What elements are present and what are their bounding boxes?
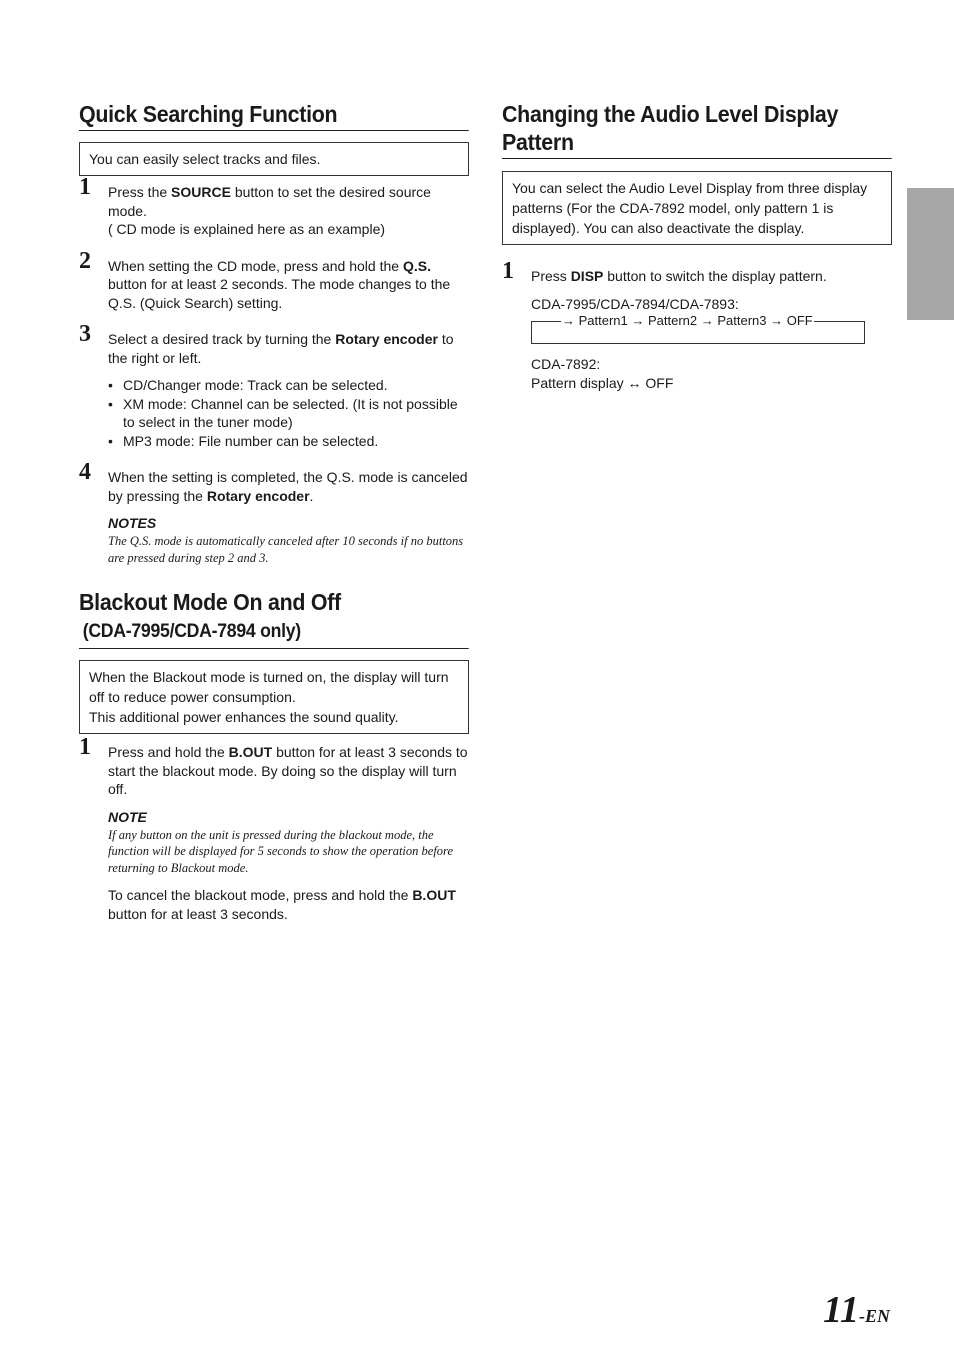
audio-level-heading: Changing the Audio Level Display Pattern bbox=[502, 100, 892, 159]
step-text: Press the bbox=[108, 184, 172, 200]
cancel-instructions bbox=[79, 886, 469, 923]
quick-step-3 bbox=[79, 321, 469, 367]
step-text: to the right or left. bbox=[108, 331, 454, 366]
left-column bbox=[79, 100, 469, 923]
step-text: button for at least 3 seconds to start the blackout mode. By doing so the display will turn off. bbox=[108, 744, 468, 797]
quick-search-intro-box: You can easily select tracks and files. bbox=[79, 142, 469, 176]
blackout-step-1 bbox=[79, 734, 469, 799]
right-column bbox=[502, 100, 892, 392]
step-text: Press and hold the bbox=[108, 744, 229, 760]
blackout-intro-box bbox=[79, 660, 469, 734]
quick-step-1 bbox=[79, 174, 469, 239]
button-name: Q.S. bbox=[402, 257, 431, 274]
list-item: • MP3 mode: File number can be selected. bbox=[108, 432, 469, 451]
para-text: button for at least 3 seconds. bbox=[108, 905, 288, 922]
pattern-cycle-text: → Pattern1 → Pattern2 → Pattern3 → OFF bbox=[562, 313, 813, 328]
button-name: Rotary encoder bbox=[335, 331, 438, 347]
button-name: B.OUT bbox=[412, 887, 456, 903]
step-text: button for at least 2 seconds. The mode changes to the Q.S. (Quick Search) setting. bbox=[108, 276, 451, 311]
pattern-cycle-row bbox=[531, 312, 865, 330]
blackout-heading bbox=[79, 588, 469, 649]
blackout-title: Blackout Mode On and Off bbox=[79, 589, 341, 615]
step-text: Press bbox=[531, 268, 571, 284]
list-item: • XM mode: Channel can be selected. (It is not possible to select in the tuner mode) bbox=[108, 395, 469, 432]
note-body: If any button on the unit is pressed during the blackout mode, the function will be displayed for 5 seconds to show the operation before returning to Blackout mode. bbox=[108, 827, 453, 875]
note-title: NOTE bbox=[108, 808, 147, 825]
step-text: Select a desired track by turning the bbox=[108, 331, 336, 347]
step-text: button to switch the display pattern. bbox=[603, 268, 827, 284]
button-name: Rotary encoder bbox=[206, 487, 310, 504]
model-flow: Pattern display ↔ OFF bbox=[531, 374, 674, 391]
page-number-value: 11 bbox=[823, 1289, 859, 1331]
step-text: When setting the CD mode, press and hold the bbox=[108, 257, 403, 274]
page-number bbox=[823, 1288, 890, 1332]
step-number: 1 bbox=[79, 174, 91, 200]
model-list-b bbox=[502, 355, 892, 392]
model-list-a: CDA-7995/CDA-7894/CDA-7893: bbox=[531, 295, 739, 312]
quick-step-4 bbox=[79, 459, 469, 505]
step-text: button to set the desired source mode. bbox=[108, 184, 431, 219]
quick-step-2 bbox=[79, 247, 469, 313]
page-number-suffix: -EN bbox=[859, 1306, 890, 1326]
list-item: • CD/Changer mode: Track can be selected. bbox=[108, 376, 469, 395]
audio-level-intro-box: You can select the Audio Level Display from three display patterns (For the CDA-7892 model, only pattern 1 is displayed). You can also deactivate the display. bbox=[502, 171, 892, 245]
loop-line bbox=[814, 321, 865, 322]
audio-step-1 bbox=[502, 258, 892, 286]
model-name: CDA-7892: bbox=[531, 356, 601, 372]
quick-search-heading: Quick Searching Function bbox=[79, 100, 469, 131]
para-text: To cancel the blackout mode, press and hold the bbox=[108, 887, 413, 903]
button-name: DISP bbox=[570, 268, 604, 284]
blackout-subtitle: (CDA-7995/CDA-7894 only) bbox=[82, 621, 301, 642]
box-text: When the Blackout mode is turned on, the display will turn off to reduce power consumption. bbox=[89, 669, 449, 705]
button-name: B.OUT bbox=[228, 744, 273, 760]
section-tab bbox=[907, 188, 954, 320]
step-extra: ( CD mode is explained here as an example) bbox=[108, 221, 386, 237]
box-text: This additional power enhances the sound quality. bbox=[89, 709, 399, 725]
notes-body: The Q.S. mode is automatically canceled after 10 seconds if no buttons are pressed during step 2 and 3. bbox=[108, 534, 464, 565]
pattern-cycle-diagram bbox=[531, 313, 865, 344]
step-number: 1 bbox=[79, 734, 91, 760]
loop-line bbox=[531, 321, 561, 322]
mode-bullet-list bbox=[79, 376, 469, 450]
step-number: 1 bbox=[502, 258, 514, 284]
step-number: 4 bbox=[79, 459, 91, 485]
step-text: . bbox=[309, 487, 314, 504]
step-text: When the setting is completed, the Q.S. mode is canceled by pressing the bbox=[108, 469, 468, 504]
step-number: 3 bbox=[79, 321, 91, 347]
step-number: 2 bbox=[79, 247, 91, 274]
notes-title: NOTES bbox=[108, 515, 157, 531]
button-name: SOURCE bbox=[171, 184, 231, 200]
